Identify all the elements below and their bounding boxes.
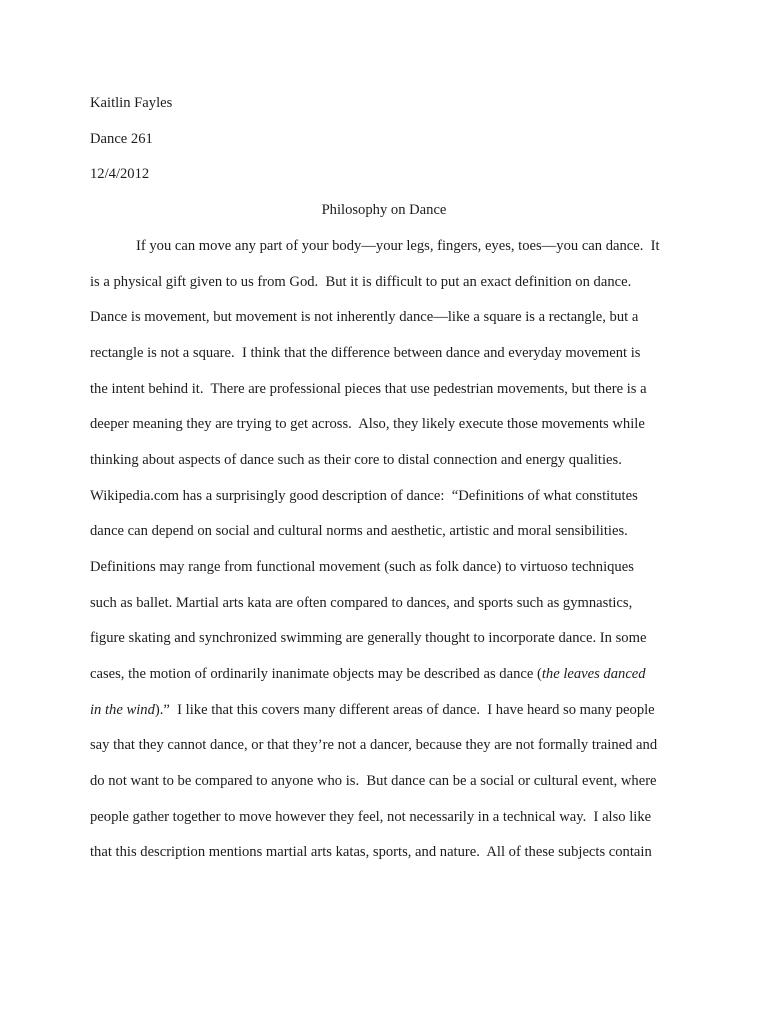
body-line: dance can depend on social and cultural norms and aesthetic, artistic and moral sensibilities. [90,523,628,539]
document-title: Philosophy on Dance [321,202,447,218]
body-line: rectangle is not a square. I think that the difference between dance and everyday movement is [90,345,641,361]
body-line [90,665,646,683]
body-line: thinking about aspects of dance such as their core to distal connection and energy qualities. [90,452,622,468]
body-line: such as ballet. Martial arts kata are often compared to dances, and sports such as gymnastics, [90,595,633,611]
body-line: Wikipedia.com has a surprisingly good description of dance: “Definitions of what constitutes [90,488,638,504]
course-name: Dance 261 [90,131,153,147]
body-line: the intent behind it. There are professional pieces that use pedestrian movements, but there is a [90,381,647,397]
body-line: is a physical gift given to us from God. But it is difficult to put an exact definition on dance. [90,274,632,290]
body-line: say that they cannot dance, or that they’re not a dancer, because they are not formally trained and [90,737,658,753]
body-line: Dance is movement, but movement is not inherently dance—like a square is a rectangle, but a [90,309,639,325]
body-line: If you can move any part of your body—your legs, fingers, eyes, toes—you can dance. It [136,238,660,254]
body-text-run: ).” I like that this covers many different areas of dance. I have heard so many people [154,702,655,718]
quoted-italic-text: in the wind [90,702,155,718]
body-line: Definitions may range from functional movement (such as folk dance) to virtuoso techniques [90,559,634,575]
document-date: 12/4/2012 [90,166,150,182]
body-line: that this description mentions martial arts katas, sports, and nature. All of these subjects contain [90,844,652,860]
body-text-run: cases, the motion of ordinarily inanimate objects may be described as dance ( [90,666,542,682]
quoted-italic-text: the leaves danced [541,666,646,682]
body-line: figure skating and synchronized swimming are generally thought to incorporate dance. In some [90,630,647,646]
body-line: do not want to be compared to anyone who is. But dance can be a social or cultural event, where [90,773,657,789]
author-name: Kaitlin Fayles [90,95,173,111]
body-line: deeper meaning they are trying to get across. Also, they likely execute those movements while [90,416,645,432]
body-line: people gather together to move however they feel, not necessarily in a technical way. I also like [90,809,652,825]
body-line [90,701,655,719]
